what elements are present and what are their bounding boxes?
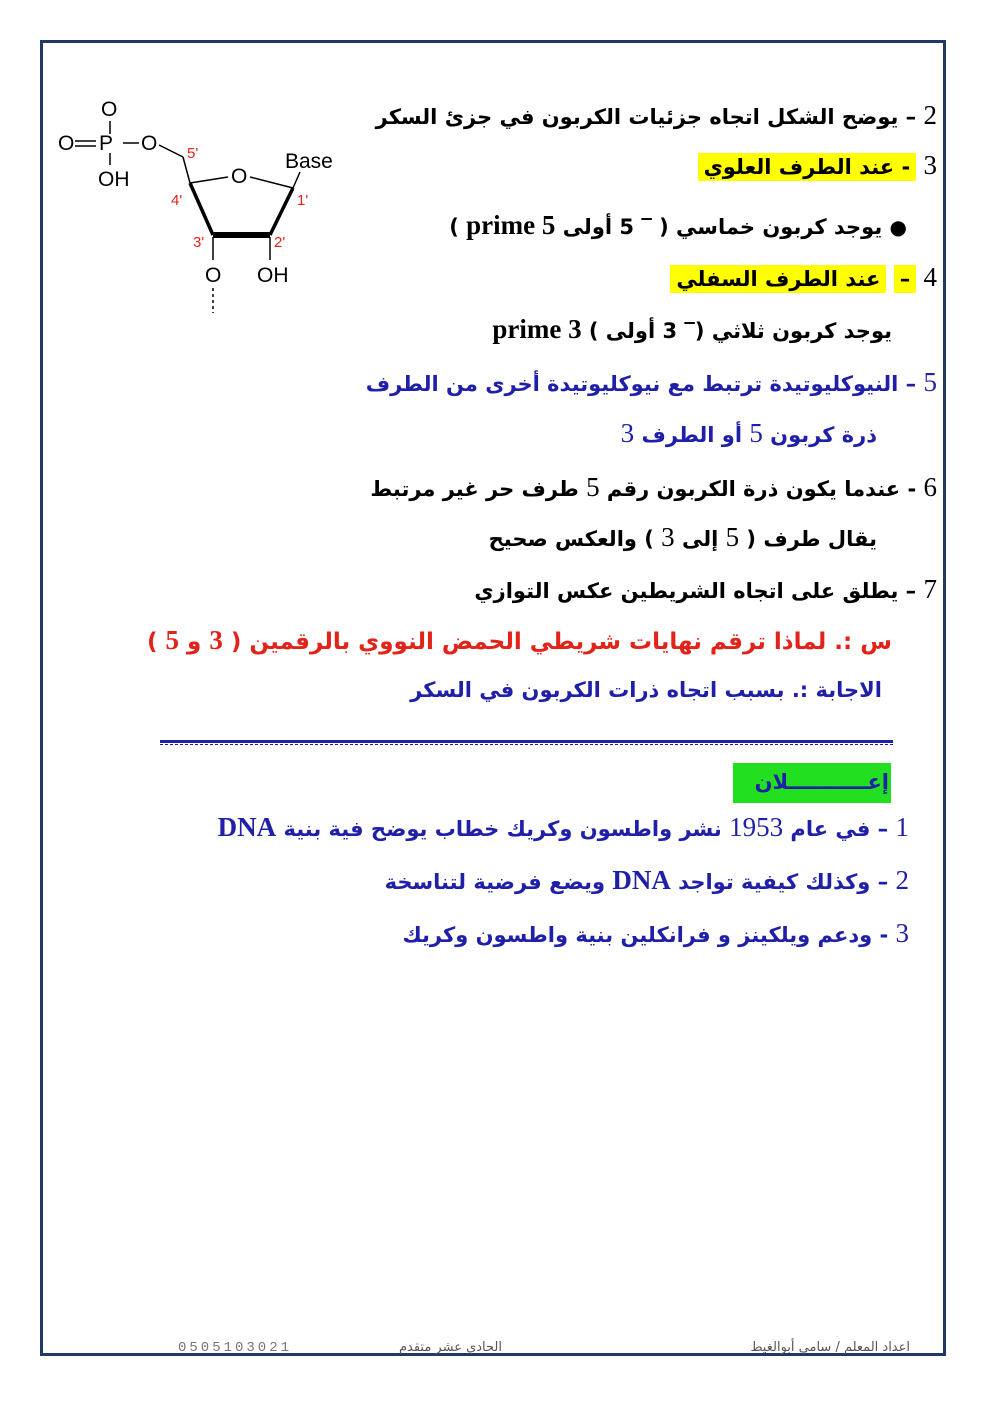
item-6-text-a: - عندما يكون ذرة الكربون رقم xyxy=(599,477,917,501)
item-3-number: 3 xyxy=(923,150,937,180)
question-n2: 5 xyxy=(165,625,180,655)
announcement-2-text-b: ويضع فرضية لتناسخة xyxy=(384,870,606,894)
item-5-number: 5 xyxy=(923,367,937,397)
announcement-1-year: 1953 xyxy=(729,812,784,842)
item-6-cont-n2: 3 xyxy=(661,522,675,552)
announcement-item-3 xyxy=(402,918,909,949)
footer-phone: 0505103021 xyxy=(178,1340,293,1356)
answer xyxy=(410,678,882,702)
label-p: P xyxy=(99,132,114,155)
line-three-prime-latin: 3 prime xyxy=(492,314,582,344)
section-divider xyxy=(160,740,893,743)
label-o-bottom: O xyxy=(205,264,222,287)
item-5-continued xyxy=(621,418,877,449)
item-6-cont-b: إلى xyxy=(674,527,719,551)
item-6-cont-a: يقال طرف ( xyxy=(739,527,877,551)
item-2-text: – يوضح الشكل اتجاه جزئيات الكربون في جزئ السكر xyxy=(375,105,917,129)
item-5-cont-b: أو الطرف xyxy=(634,423,743,447)
label-c4: 4' xyxy=(171,192,183,209)
bullet-five-prime-latin: 5 prime xyxy=(466,210,556,240)
item-4-dash: – xyxy=(894,265,917,293)
bullet-five-prime-text: يوجد كربون خماسي ( ‾ 5 أولى xyxy=(562,215,883,239)
label-oh-bottom: OH xyxy=(257,264,289,287)
announcement-title: إعـــــــــــلان xyxy=(754,770,889,794)
announcement-2-text-a: – وكذلك كيفية تواجد xyxy=(670,870,889,894)
item-7 xyxy=(474,574,937,605)
item-4 xyxy=(670,262,937,293)
announcement-3-text: - ودعم ويلكينز و فرانكلين بنية واطسون وكريك xyxy=(402,923,889,947)
item-6-number: 6 xyxy=(923,472,937,502)
announcement-1-text-a: – في عام xyxy=(783,817,889,841)
answer-text: الاجابة :. بسبب اتجاه ذرات الكربون في السكر xyxy=(410,678,882,702)
section-divider-dashed xyxy=(160,744,893,745)
label-o-right: O xyxy=(141,132,158,155)
item-7-text: – يطلق على اتجاه الشريطين عكس التوازي xyxy=(474,579,917,603)
item-5 xyxy=(366,367,937,398)
label-o-top: O xyxy=(101,98,118,121)
question-and: و xyxy=(179,629,202,655)
item-6-cont-c: ) والعكس صحيح xyxy=(488,527,654,551)
question-n1: 3 xyxy=(209,625,223,655)
item-3 xyxy=(698,150,937,181)
announcement-1-text-b: نشر واطسون وكريك خطاب يوضح فية بنية xyxy=(276,817,722,841)
item-6 xyxy=(370,472,937,503)
footer-author: اعداد المعلم / سامي أبوالغيط xyxy=(750,1340,910,1355)
item-5-cont-n2: 3 xyxy=(620,418,635,448)
item-6-text-n: 5 xyxy=(586,472,600,502)
label-c5: 5' xyxy=(187,145,199,162)
item-2-number: 2 xyxy=(923,100,937,130)
label-o-ring: O xyxy=(231,165,248,188)
item-2 xyxy=(376,100,937,131)
label-c1: 1' xyxy=(297,192,309,209)
footer-grade: الحادي عشر متقدم xyxy=(398,1340,502,1355)
bullet-five-prime xyxy=(449,210,907,241)
item-5-cont-n1: 5 xyxy=(749,418,763,448)
question xyxy=(147,625,892,656)
announcement-1-latin: DNA xyxy=(217,812,277,842)
item-4-number: 4 xyxy=(923,262,937,292)
label-base: Base xyxy=(285,150,333,173)
item-6-cont-n1: 5 xyxy=(725,522,740,552)
item-6-continued xyxy=(489,522,877,553)
item-7-number: 7 xyxy=(923,574,937,604)
item-5-cont-a: ذرة كربون xyxy=(762,423,877,447)
announcement-item-2 xyxy=(385,865,909,896)
announcement-2-number: 2 xyxy=(895,865,909,895)
label-c2: 2' xyxy=(274,234,286,251)
item-5-text: – النيوكليوتيدة ترتبط مع نيوكليوتيدة أخرى من الطرف xyxy=(365,372,917,396)
label-c3: 3' xyxy=(193,234,205,251)
line-three-prime-text: يوجد كربون ثلاثي (‾ 3 أولى ) xyxy=(588,319,892,343)
bullet-icon: ● xyxy=(889,215,907,239)
announcement-2-latin: DNA xyxy=(612,865,671,895)
announcement-item-1 xyxy=(218,812,909,843)
item-3-text: - عند الطرف العلوي xyxy=(698,153,917,181)
bullet-five-prime-close: ) xyxy=(449,215,459,239)
item-4-text: عند الطرف السفلي xyxy=(670,265,886,293)
label-oh-phosphate: OH xyxy=(98,168,130,191)
line-three-prime xyxy=(492,314,892,345)
item-6-text-b: طرف حر غير مرتبط xyxy=(370,477,579,501)
announcement-3-number: 3 xyxy=(895,918,909,948)
nucleotide-diagram xyxy=(50,85,360,325)
label-o-left: O xyxy=(58,132,75,155)
question-text: س :. لماذا ترقم نهايات شريطي الحمض النووي بالرقمين ( xyxy=(230,629,892,655)
announcement-1-number: 1 xyxy=(895,812,909,842)
question-close: ) xyxy=(146,629,158,655)
